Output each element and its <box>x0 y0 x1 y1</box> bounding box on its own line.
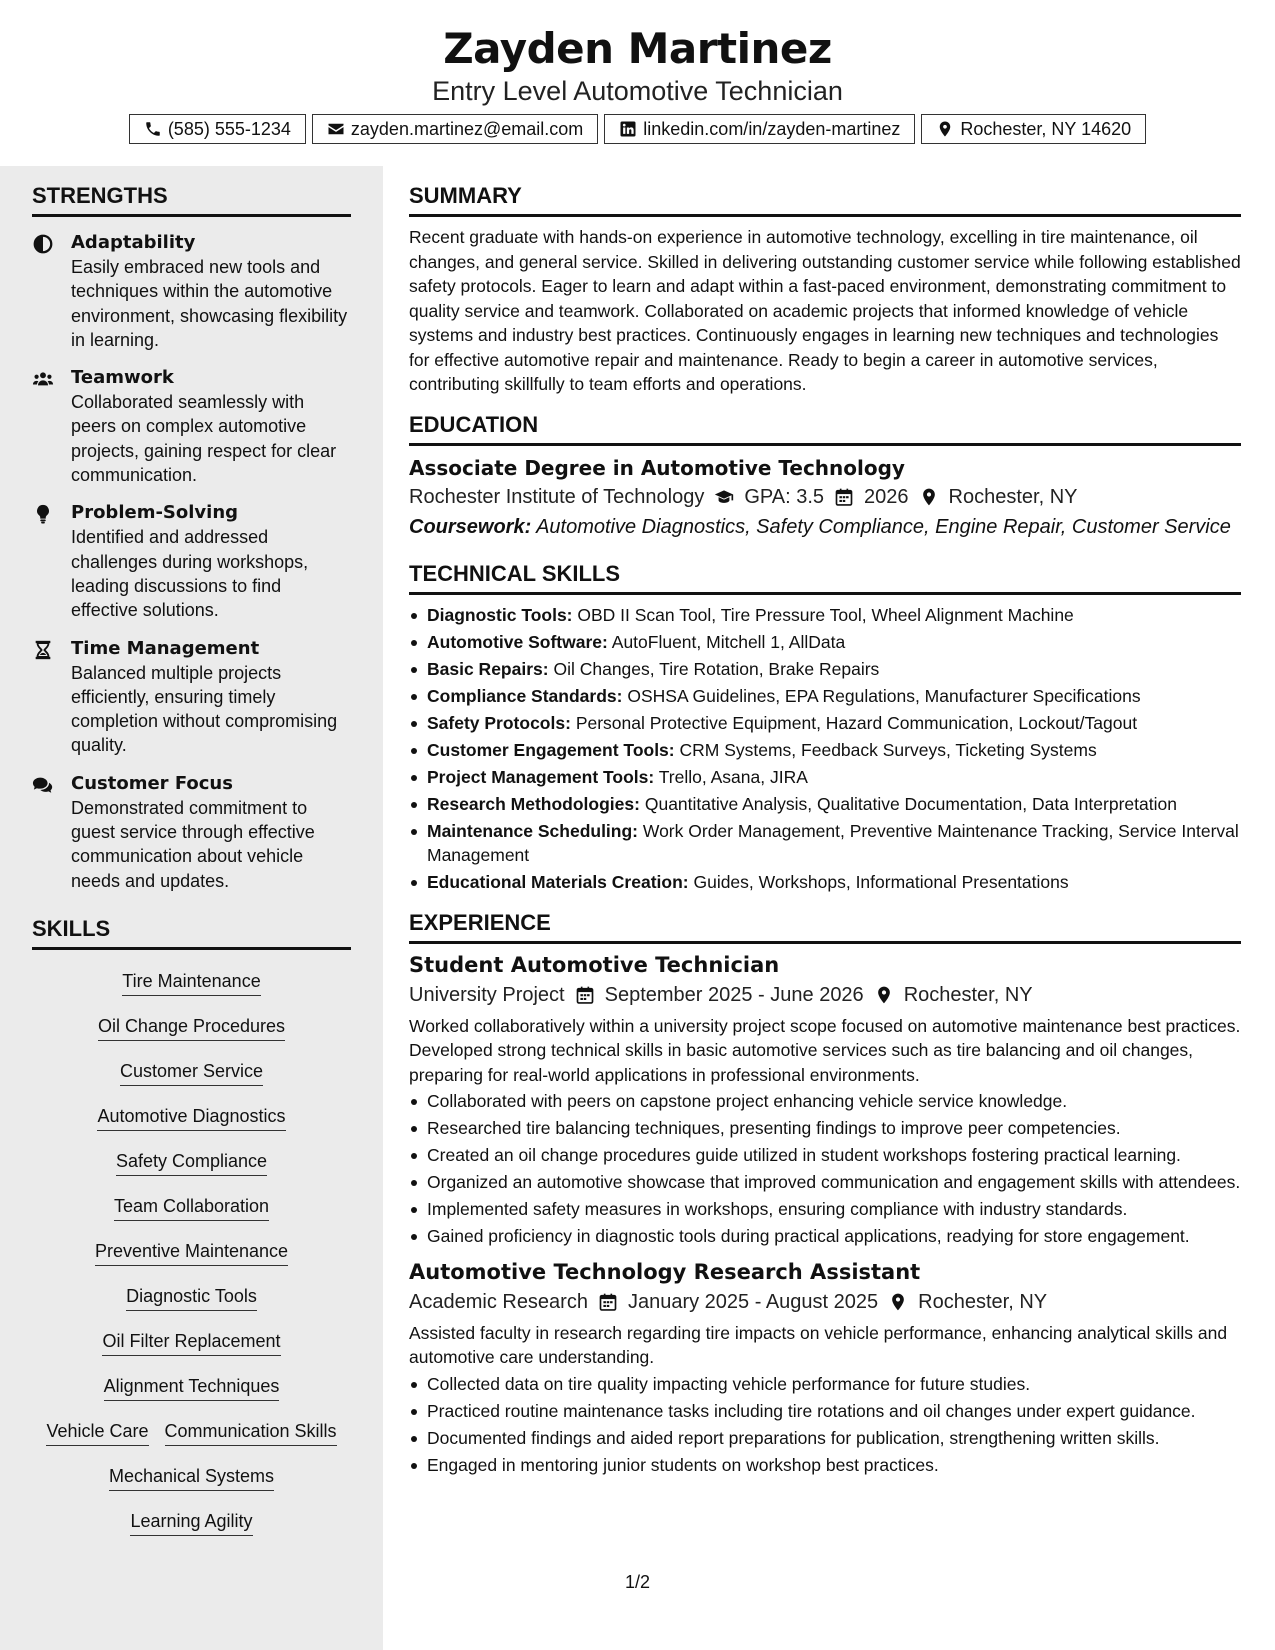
strength-name: Adaptability <box>71 232 196 253</box>
page-number: 1/2 <box>624 1572 651 1592</box>
half-circle-icon <box>32 233 54 255</box>
skill-tag: Mechanical Systems <box>109 1464 274 1491</box>
lightbulb-icon <box>32 503 54 525</box>
summary-text: Recent graduate with hands-on experience in automotive technology, excelling in tire maintenance, oil changes, and general service. Skilled in delivering outstanding customer service while following established safety protocols. Eager to learn and adapt within a fast-paced environment, demonstrating commitment to quality service and teamwork. Collaborated on academic projects that informed knowledge of vehicle systems and industry best practices. Continuously engages in learning new techniques and technologies for effective automotive repair and maintenance. Ready to begin a career in automotive services, contributing skillfully to team efforts and operations. <box>409 227 1241 394</box>
contact-text: Rochester, NY 14620 <box>960 118 1132 139</box>
job-entry <box>409 950 1241 1249</box>
strength-item <box>32 501 351 622</box>
graduation-year: 2026 <box>864 485 909 508</box>
education-heading: EDUCATION <box>409 411 1241 446</box>
list-item: Implemented safety measures in workshops, ensuring compliance with industry standards. <box>409 1197 1241 1222</box>
contact-phone[interactable] <box>129 114 306 144</box>
skill-tag: Tire Maintenance <box>122 969 260 996</box>
skill-tag: Oil Filter Replacement <box>102 1329 280 1356</box>
technical-skills-list <box>409 603 1241 895</box>
coursework <box>409 512 1241 542</box>
main-content <box>383 166 1275 1650</box>
list-item: Collected data on tire quality impacting vehicle performance for future studies. <box>409 1372 1241 1397</box>
job-dates: September 2025 - June 2026 <box>604 983 864 1006</box>
skill-value: Oil Changes, Tire Rotation, Brake Repairs <box>553 658 880 679</box>
job-location: Rochester, NY <box>918 1290 1048 1313</box>
strength-name: Customer Focus <box>71 772 233 794</box>
education-meta <box>409 482 1241 512</box>
list-item <box>409 630 1241 655</box>
list-item <box>409 792 1241 817</box>
skills-heading: SKILLS <box>32 915 351 950</box>
strength-desc: Balanced multiple projects efficiently, ensuring timely completion without compromising quality. <box>71 662 338 756</box>
skill-value: Quantitative Analysis, Qualitative Documentation, Data Interpretation <box>644 793 1177 814</box>
list-item: Engaged in mentoring junior students on workshop best practices. <box>409 1453 1241 1478</box>
skill-tag: Team Collaboration <box>114 1194 269 1221</box>
sidebar <box>0 166 383 1650</box>
skill-tag: Vehicle Care <box>46 1419 148 1446</box>
skills-list <box>32 960 351 1545</box>
contact-text: linkedin.com/in/zayden-martinez <box>643 118 901 139</box>
contact-text: (585) 555-1234 <box>167 118 291 139</box>
skill-value: OSHSA Guidelines, EPA Regulations, Manufacturer Specifications <box>627 685 1141 706</box>
experience-heading: EXPERIENCE <box>409 909 1241 944</box>
job-title: Automotive Technology Research Assistant <box>409 1259 921 1284</box>
strength-name: Teamwork <box>71 367 174 389</box>
job-bullets <box>409 1089 1241 1249</box>
list-item <box>409 765 1241 790</box>
strength-desc: Easily embraced new tools and techniques within the automotive environment, showcasing flexibility in learning. <box>71 257 348 350</box>
strength-item <box>32 772 351 893</box>
list-item: Gained proficiency in diagnostic tools during practical applications, readying for store engagement. <box>409 1224 1241 1249</box>
contact-email[interactable] <box>312 114 598 144</box>
list-item <box>409 870 1241 895</box>
skill-tag: Preventive Maintenance <box>95 1239 288 1266</box>
envelope-icon <box>327 120 345 138</box>
skill-tag: Learning Agility <box>130 1509 252 1536</box>
list-item: Collaborated with peers on capstone project enhancing vehicle service knowledge. <box>409 1089 1241 1114</box>
skill-label: Diagnostic Tools: <box>427 604 573 625</box>
list-item: Created an oil change procedures guide utilized in student workshops fostering practical learning. <box>409 1143 1241 1168</box>
job-location: Rochester, NY <box>903 983 1033 1006</box>
contact-linkedin[interactable] <box>604 114 915 144</box>
job-bullets <box>409 1372 1241 1478</box>
skill-label: Safety Protocols: <box>427 712 571 733</box>
skill-value: OBD II Scan Tool, Tire Pressure Tool, Wheel Alignment Machine <box>577 604 1074 625</box>
contact-text: zayden.martinez@email.com <box>350 118 584 139</box>
skill-label: Customer Engagement Tools: <box>427 739 675 760</box>
skill-tag: Communication Skills <box>165 1419 337 1446</box>
skill-value: CRM Systems, Feedback Surveys, Ticketing Systems <box>679 739 1097 760</box>
list-item: Researched tire balancing techniques, presenting findings to improve peer competencies. <box>409 1116 1241 1141</box>
linkedin-icon <box>619 120 637 138</box>
strength-name: Time Management <box>71 637 260 659</box>
skill-label: Maintenance Scheduling: <box>427 820 638 841</box>
list-item: Documented findings and aided report preparations for publication, strengthening written skills. <box>409 1426 1241 1451</box>
summary-heading: SUMMARY <box>409 182 1241 217</box>
skill-tag: Alignment Techniques <box>104 1374 280 1401</box>
school-name: Rochester Institute of Technology <box>409 485 705 508</box>
calendar-icon <box>575 985 595 1005</box>
calendar-icon <box>598 1292 618 1312</box>
candidate-name: Zayden Martinez <box>443 24 832 73</box>
technical-skills-heading: TECHNICAL SKILLS <box>409 560 1241 595</box>
skill-tag: Safety Compliance <box>116 1149 267 1176</box>
contact-bar <box>0 114 1275 144</box>
skill-label: Research Methodologies: <box>427 793 640 814</box>
skill-tag: Diagnostic Tools <box>126 1284 257 1311</box>
map-pin-icon <box>888 1292 908 1312</box>
list-item: Practiced routine maintenance tasks including tire rotations and oil changes under expert guidance. <box>409 1399 1241 1424</box>
list-item <box>409 738 1241 763</box>
skill-tag: Automotive Diagnostics <box>97 1104 285 1131</box>
list-item <box>409 711 1241 736</box>
graduation-cap-icon <box>714 487 734 507</box>
skill-value: Work Order Management, Preventive Maintenance Tracking, Service Interval Management <box>427 820 1239 865</box>
skill-label: Automotive Software: <box>427 631 608 652</box>
skill-value: Trello, Asana, JIRA <box>658 766 808 787</box>
coursework-list: Automotive Diagnostics, Safety Compliance, Engine Repair, Customer Service <box>536 515 1231 538</box>
strength-item <box>32 637 351 758</box>
job-meta <box>409 980 1241 1010</box>
comments-icon <box>32 774 54 796</box>
skill-label: Project Management Tools: <box>427 766 655 787</box>
skill-label: Compliance Standards: <box>427 685 623 706</box>
degree-title: Associate Degree in Automotive Technology <box>409 455 905 480</box>
strength-desc: Collaborated seamlessly with peers on complex automotive projects, gaining respect for clear communication. <box>71 392 337 486</box>
phone-icon <box>144 120 162 138</box>
skill-tag: Customer Service <box>120 1059 263 1086</box>
list-item <box>409 657 1241 682</box>
skill-value: AutoFluent, Mitchell 1, AllData <box>611 631 846 652</box>
strengths-heading: STRENGTHS <box>32 182 351 217</box>
list-item <box>409 819 1241 868</box>
skill-value: Personal Protective Equipment, Hazard Communication, Lockout/Tagout <box>575 712 1138 733</box>
list-item <box>409 684 1241 709</box>
job-description: Worked collaboratively within a university project scope focused on automotive maintenance best practices. Developed strong technical skills in basic automotive services such as tire balancing and oil changes, preparing for real-world applications in professional environments. <box>409 1015 1241 1085</box>
list-item <box>409 603 1241 628</box>
job-meta <box>409 1287 1241 1317</box>
calendar-icon <box>834 487 854 507</box>
job-org: Academic Research <box>409 1290 588 1313</box>
job-org: University Project <box>409 983 565 1006</box>
map-pin-icon <box>919 487 939 507</box>
job-title: Student Automotive Technician <box>409 952 780 977</box>
strength-item <box>32 231 351 352</box>
gpa: GPA: 3.5 <box>744 485 825 508</box>
list-item: Organized an automotive showcase that improved communication and engagement skills with attendees. <box>409 1170 1241 1195</box>
job-dates: January 2025 - August 2025 <box>627 1290 879 1313</box>
skill-label: Educational Materials Creation: <box>427 872 689 892</box>
strength-item <box>32 366 351 487</box>
map-pin-icon <box>936 120 954 138</box>
skill-label: Basic Repairs: <box>427 658 549 679</box>
hourglass-icon <box>32 639 54 661</box>
resume-header <box>0 0 1275 166</box>
candidate-title: Entry Level Automotive Technician <box>432 76 843 106</box>
skill-value: Guides, Workshops, Informational Presentations <box>693 872 1069 892</box>
users-icon <box>32 368 54 390</box>
skill-tag: Oil Change Procedures <box>98 1014 285 1041</box>
job-description: Assisted faculty in research regarding tire impacts on vehicle performance, enhancing analytical skills and automotive care understanding. <box>409 1322 1228 1367</box>
strength-name: Problem-Solving <box>71 502 239 524</box>
job-entry <box>409 1257 1241 1478</box>
strength-desc: Identified and addressed challenges during workshops, leading discussions to find effective solutions. <box>71 527 309 621</box>
map-pin-icon <box>874 985 894 1005</box>
contact-location[interactable] <box>921 114 1146 144</box>
coursework-label: Coursework: <box>409 515 532 538</box>
education-location: Rochester, NY <box>948 485 1078 508</box>
strength-desc: Demonstrated commitment to guest service through effective communication about vehicle needs and updates. <box>71 797 315 891</box>
